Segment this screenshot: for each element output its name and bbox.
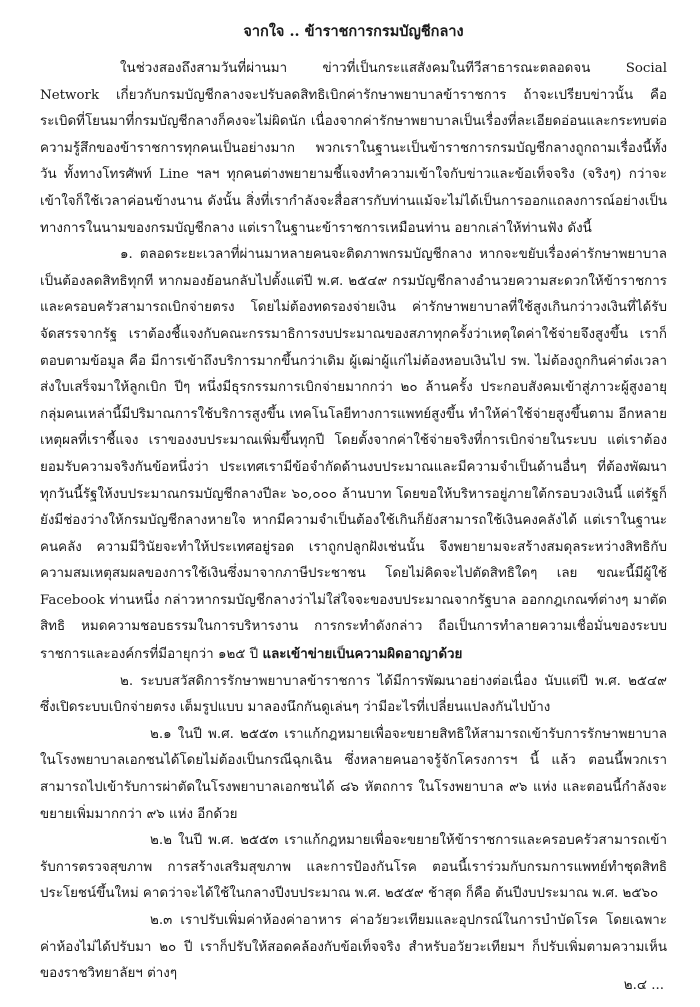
item-2-1-paragraph: ๒.๑ ในปี พ.ศ. ๒๕๕๓ เราแก้กฎหมายเพื่อจะขยายสิทธิให้สามารถเข้ารับการรักษาพยาบาลในโรงพยาบาลเอกชนได้โดยไม่ต้องเป็นกรณีฉุกเฉิน ซึ่งหลายคนอาจรู้จักโครงการฯ นี้ แล้ว ตอนนี้พวกเราสามารถไปเข้ารับการผ่าตัดในโรงพยาบาลเอกชนได้ ๘๖ หัตถการ ในโรงพยาบาล ๙๖ แห่ง และตอนนี้กำลังจะขยายเพิ่มมากกว่า ๙๖ แห่ง อีกด้วย [40,726,667,822]
item-1-paragraph [40,242,667,669]
item-1-text: ๑. ตลอดระยะเวลาที่ผ่านมาหลายคนจะติดภาพกรมบัญชีกลาง หากจะขยับเรื่องค่ารักษาพยาบาลเป็นต้องลดสิทธิทุกที หากมองย้อนกลับไปตั้งแต่ปี พ.ศ. ๒๕๔๙ กรมบัญชีกลางอำนวยความสะดวกให้ข้าราชการและครอบครัวสามารถเบิกจ่ายตรง โดยไม่ต้องทดรองจ่ายเงิน ค่ารักษาพยาบาลที่ใช้สูงเกินกว่าวงเงินที่ได้รับจัดสรรจากรัฐ เราต้องชี้แจงกับคณะกรรมาธิการงบประมาณของสภาทุกครั้งว่าเหตุใดค่าใช้จ่ายจึงสูงขึ้น เราก็ตอบตามข้อมูล คือ มีการเข้าถึงบริการมากขึ้นกว่าเดิม ผู้เฒ่าผู้แก่ไม่ต้องหอบเงินไป รพ. ไม่ต้องถูกกินค่าต๋งเวลาส่งใบเสร็จมาให้ลูกเบิก ปีๆ หนึ่งมีธุรกรรมการเบิกจ่ายมากกว่า ๒๐ ล้านครั้ง ประกอบสังคมเข้าสู่ภาวะผู้สูงอายุ กลุ่มคนเหล่านี้มีปริมาณการใช้บริการสูงขึ้น เทคโนโลยีทางการแพทย์สูงขึ้น ทำให้ค่าใช้จ่ายสูงขึ้นตาม อีกหลายเหตุผลที่เราชี้แจง เราของงบประมาณเพิ่มขึ้นทุกปี โดยตั้งจากค่าใช้จ่ายจริงที่การเบิกจ่ายในระบบ แต่เราต้องยอมรับความจริงกันข้อหนึ่งว่า ประเทศเรามีข้อจำกัดด้านงบประมาณและมีความจำเป็นด้านอื่นๆ ที่ต้องพัฒนา ทุกวันนี้รัฐให้งบประมาณกรมบัญชีกลางปีละ ๖๐,๐๐๐ ล้านบาท โดยขอให้บริหารอยู่ภายใต้กรอบวงเงินนี้ แต่รัฐก็ยังมีช่องว่างให้กรมบัญชีกลางหายใจ หากมีความจำเป็นต้องใช้เกินก็ยังสามารถใช้เงินคงคลังได้ แต่เราในฐานะคนคลัง ความมีวินัยจะทำให้ประเทศอยู่รอด เราถูกปลูกฝังเช่นนั้น จึงพยายามจะสร้างสมดุลระหว่างสิทธิกับความสมเหตุสมผลของการใช้เงินซึ่งมาจากภาษีประชาชน โดยไม่คิดจะไปตัดสิทธิใดๆ เลย ขณะนี้มีผู้ใช้ Facebook ท่านหนึ่ง กล่าวหากรมบัญชีกลางว่าไม่ใส่ใจจะของบประมาณจากรัฐบาล ออกกฎเกณฑ์ต่างๆ มาตัดสิทธิ หมดความชอบธรรมในการบริหารงาน การกระทำดังกล่าว ถือเป็นการทำลายความเชื่อมั่นของระบบราชการและองค์กรที่มีอายุกว่า ๑๒๕ ปี [40,247,667,663]
item-1-bold-text: และเข้าข่ายเป็นความผิดอาญาด้วย [262,646,463,663]
intro-paragraph: ในช่วงสองถึงสามวันที่ผ่านมา ข่าวที่เป็นกระแสสังคมในทีวีสาธารณะตลอดจน Social Network เกี่ยวกับกรมบัญชีกลางจะปรับลดสิทธิเบิกค่ารักษาพยาบาลข้าราชการ ถ้าจะเปรียบข่าวนั้น คือ ระเบิดที่โยนมาที่กรมบัญชีกลางก็คงจะไม่ผิดนัก เนื่องจากค่ารักษาพยาบาลเป็นเรื่องที่ละเอียดอ่อนและกระทบต่อความรู้สึกของข้าราชการทุกคนเป็นอย่างมาก พวกเราในฐานะเป็นข้าราชการกรมบัญชีกลางถูกถามเรื่องนี้ทั้งวัน ทั้งทางโทรศัพท์ Line ฯลฯ ทุกคนต่างพยายามชี้แจงทำความเข้าใจกับข่าวและข้อเท็จจริง (จริงๆ) กว่าจะเข้าใจก็ใช้เวลาค่อนข้างนาน ดังนั้น สิ่งที่เรากำลังจะสื่อสารกับท่านแม้จะไม่ได้เป็นการออกแถลงการณ์อย่างเป็นทางการในนามของกรมบัญชีกลาง แต่เราในฐานะข้าราชการเหมือนท่าน อยากเล่าให้ท่านฟัง ดังนี้ [40,61,667,236]
item-2-3-paragraph: ๒.๓ เราปรับเพิ่มค่าห้องค่าอาหาร ค่าอวัยวะเทียมและอุปกรณ์ในการบำบัดโรค โดยเฉพาะค่าห้องไม่ได้ปรับมา ๒๐ ปี เราก็ปรับให้สอดคล้องกับข้อเท็จจริง สำหรับอวัยวะเทียมฯ ก็ปรับเพิ่มตามความเห็นของราชวิทยาลัยฯ ต่างๆ [40,913,667,982]
item-2-2-paragraph: ๒.๒ ในปี พ.ศ. ๒๕๕๓ เราแก้กฎหมายเพื่อจะขยายให้ข้าราชการและครอบครัวสามารถเข้ารับการตรวจสุขภาพ การสร้างเสริมสุขภาพ และการป้องกันโรค ตอนนี้เราร่วมกับกรมการแพทย์ทำชุดสิทธิประโยชน์ขึ้นใหม่ คาดว่าจะได้ใช้ในกลางปีงบประมาณ พ.ศ. ๒๕๕๙ ช้าสุด ก็คือ ต้นปีงบประมาณ พ.ศ. ๒๕๖๐ [40,833,667,902]
document-title: จากใจ .. ข้าราชการกรมบัญชีกลาง [243,23,464,40]
continuation-marker: ๒.๔ ... [623,978,664,993]
document-page [40,22,667,992]
item-2-paragraph: ๒. ระบบสวัสดิการรักษาพยาบาลข้าราชการ ได้มีการพัฒนาอย่างต่อเนื่อง นับแต่ปี พ.ศ. ๒๕๔๙ ซึ่งเปิดระบบเบิกจ่ายตรง เต็มรูปแบบ มาลองนึกกันดูเล่นๆ ว่ามีอะไรที่เปลี่ยนแปลงกันไปบ้าง [40,673,667,716]
